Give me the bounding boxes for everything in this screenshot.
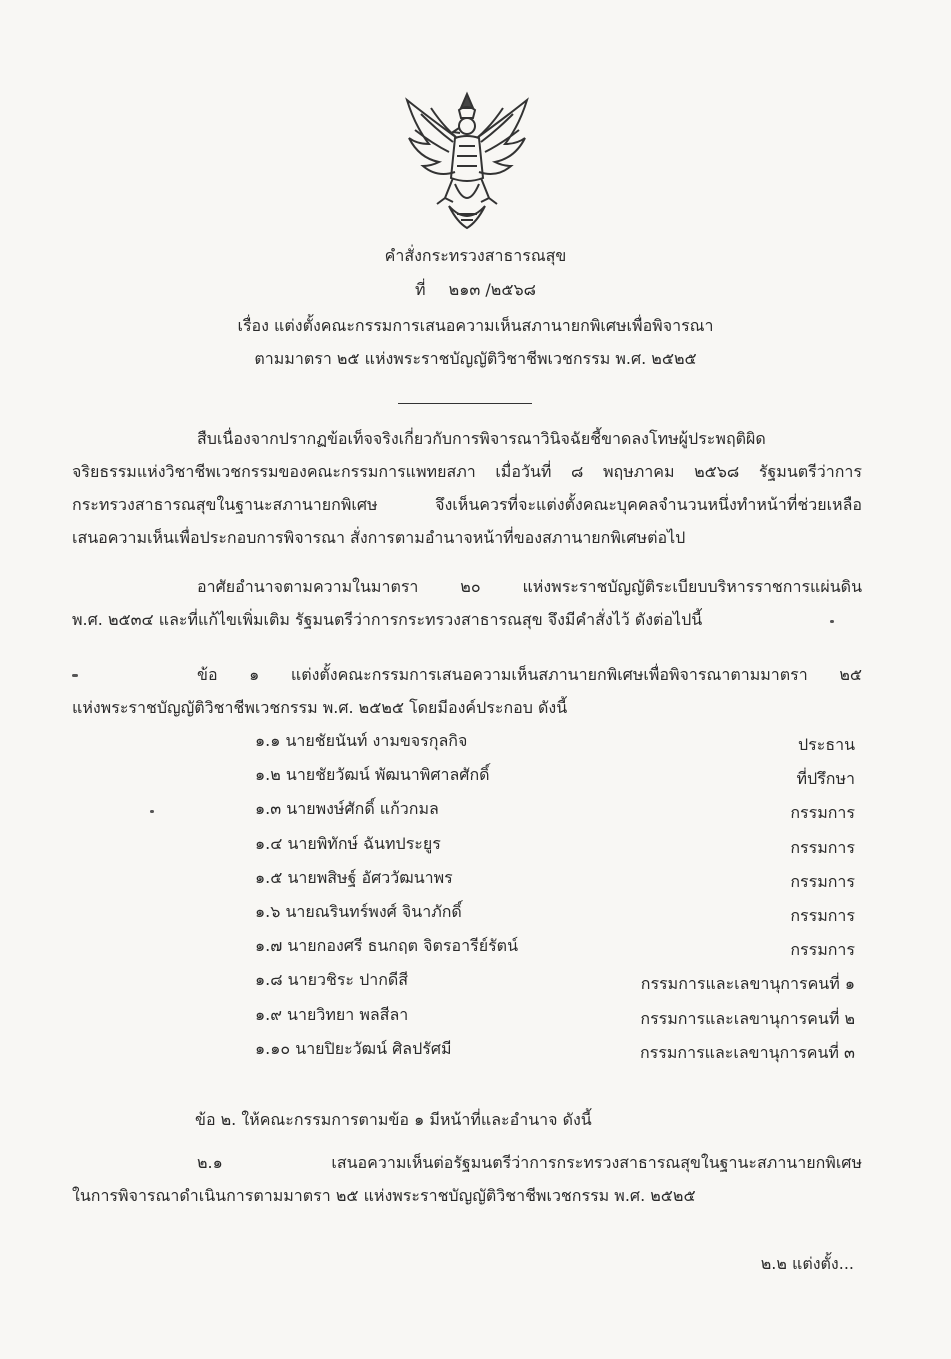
paragraph-authority: [72, 570, 862, 636]
member-role: กรรมการและเลขานุการคนที่ ๑: [640, 974, 855, 994]
order-number-label: ที่: [415, 280, 426, 299]
member-role: กรรมการ: [790, 837, 855, 857]
text-line: อาศัยอำนาจตามความในมาตรา ๒๐ แห่งพระราชบัญญัติระเบียบบริหารราชการแผ่นดิน: [197, 577, 862, 596]
member-role: ที่ปรึกษา: [796, 769, 855, 789]
member-name: ๑.๘ นายวชิระ ปากดีสี: [255, 970, 409, 990]
article-2-heading: ข้อ ๒. ให้คณะกรรมการตามข้อ ๑ มีหน้าที่และอำนาจ ดังนี้: [195, 1110, 592, 1129]
text-line: พ.ศ. ๒๕๓๔ และที่แก้ไขเพิ่มเติม รัฐมนตรีว่าการกระทรวงสาธารณสุข จึงมีคำสั่งไว้ ดังต่อไปนี้: [72, 610, 703, 629]
member-name: ๑.๑ นายชัยนันท์ งามขจรกุลกิจ: [255, 731, 468, 750]
member-role: กรรมการและเลขานุการคนที่ ๓: [639, 1042, 855, 1062]
continuation-marker: ๒.๒ แต่งตั้ง...: [760, 1254, 854, 1273]
member-role: ประธาน: [797, 735, 855, 754]
order-title: คำสั่งกระทรวงสาธารณสุข: [384, 246, 567, 265]
member-row: [255, 969, 855, 1003]
member-name: ๑.๙ นายวิทยา พลสีลา: [255, 1004, 409, 1024]
member-name: ๑.๔ นายพิทักษ์ ฉันทประยูร: [255, 833, 441, 853]
member-row: [255, 901, 855, 935]
member-name: ๑.๖ นายณรินทร์พงศ์ จินาภักดิ์: [255, 901, 462, 921]
member-role: กรรมการ: [790, 871, 855, 891]
member-row: [255, 730, 855, 764]
member-name: ๑.๕ นายพสิษฐ์ อัศววัฒนาพร: [255, 867, 453, 887]
committee-member-list: [255, 730, 855, 1072]
article-1: [72, 658, 862, 724]
member-row: [255, 935, 855, 969]
member-row: [255, 764, 855, 798]
member-role: กรรมการ: [790, 905, 855, 925]
member-row: [255, 1038, 855, 1072]
scan-speck: [72, 674, 78, 677]
member-name: ๑.๑๐ นายปิยะวัฒน์ ศิลปรัศมี: [255, 1038, 452, 1058]
text-line: แห่งพระราชบัญญัติวิชาชีพเวชกรรม พ.ศ. ๒๕๒๕ โดยมีองค์ประกอบ ดังนี้: [72, 698, 568, 717]
member-row: [255, 867, 855, 901]
text-line: เสนอความเห็นเพื่อประกอบการพิจารณา สั่งการตามอำนาจหน้าที่ของสภานายกพิเศษต่อไป: [72, 528, 686, 547]
text-line: ข้อ ๑ แต่งตั้งคณะกรรมการเสนอความเห็นสภานายกพิเศษเพื่อพิจารณาตามมาตรา ๒๕: [197, 665, 862, 684]
member-name: ๑.๓ นายพงษ์ศักดิ์ แก้วกมล: [255, 799, 439, 819]
scan-speck: [150, 810, 154, 813]
text-line: กระทรวงสาธารณสุขในฐานะสภานายกพิเศษ จึงเห็นควรที่จะแต่งตั้งคณะบุคคลจำนวนหนึ่งทำหน้าที่ช่วยเหลือ: [72, 495, 862, 514]
member-role: กรรมการและเลขานุการคนที่ ๒: [640, 1008, 855, 1028]
order-number-value: ๒๑๓ /๒๕๖๘: [448, 280, 536, 299]
garuda-emblem-icon: [397, 86, 537, 236]
text-line: ๒.๑ เสนอความเห็นต่อรัฐมนตรีว่าการกระทรวงสาธารณสุขในฐานะสภานายกพิเศษ: [197, 1153, 862, 1172]
paragraph-background: [72, 422, 862, 554]
scan-speck: [830, 620, 834, 623]
divider-line: [398, 403, 532, 404]
member-name: ๑.๗ นายกองศรี ธนกฤต จิตรอารีย์รัตน์: [255, 936, 518, 956]
subject-line-1: เรื่อง แต่งตั้งคณะกรรมการเสนอความเห็นสภานายกพิเศษเพื่อพิจารณา: [237, 316, 714, 335]
member-role: กรรมการ: [790, 803, 855, 823]
article-2-1: [72, 1146, 862, 1212]
member-row: [255, 833, 855, 867]
text-line: สืบเนื่องจากปรากฏข้อเท็จจริงเกี่ยวกับการพิจารณาวินิจฉัยชี้ขาดลงโทษผู้ประพฤติผิด: [197, 429, 766, 448]
member-row: [255, 798, 855, 832]
member-role: กรรมการ: [790, 940, 855, 960]
member-name: ๑.๒ นายชัยวัฒน์ พัฒนาพิศาลศักดิ์: [255, 765, 490, 785]
text-line: ในการพิจารณาดำเนินการตามมาตรา ๒๕ แห่งพระราชบัญญัติวิชาชีพเวชกรรม พ.ศ. ๒๕๒๕: [72, 1186, 696, 1205]
order-number: [0, 278, 951, 303]
member-row: [255, 1004, 855, 1038]
subject-line-2: ตามมาตรา ๒๕ แห่งพระราชบัญญัติวิชาชีพเวชกรรม พ.ศ. ๒๕๒๕: [254, 349, 697, 368]
text-line: จริยธรรมแห่งวิชาชีพเวชกรรมของคณะกรรมการแพทยสภา เมื่อวันที่ ๘ พฤษภาคม ๒๕๖๘ รัฐมนตรีว่าการ: [72, 462, 862, 481]
